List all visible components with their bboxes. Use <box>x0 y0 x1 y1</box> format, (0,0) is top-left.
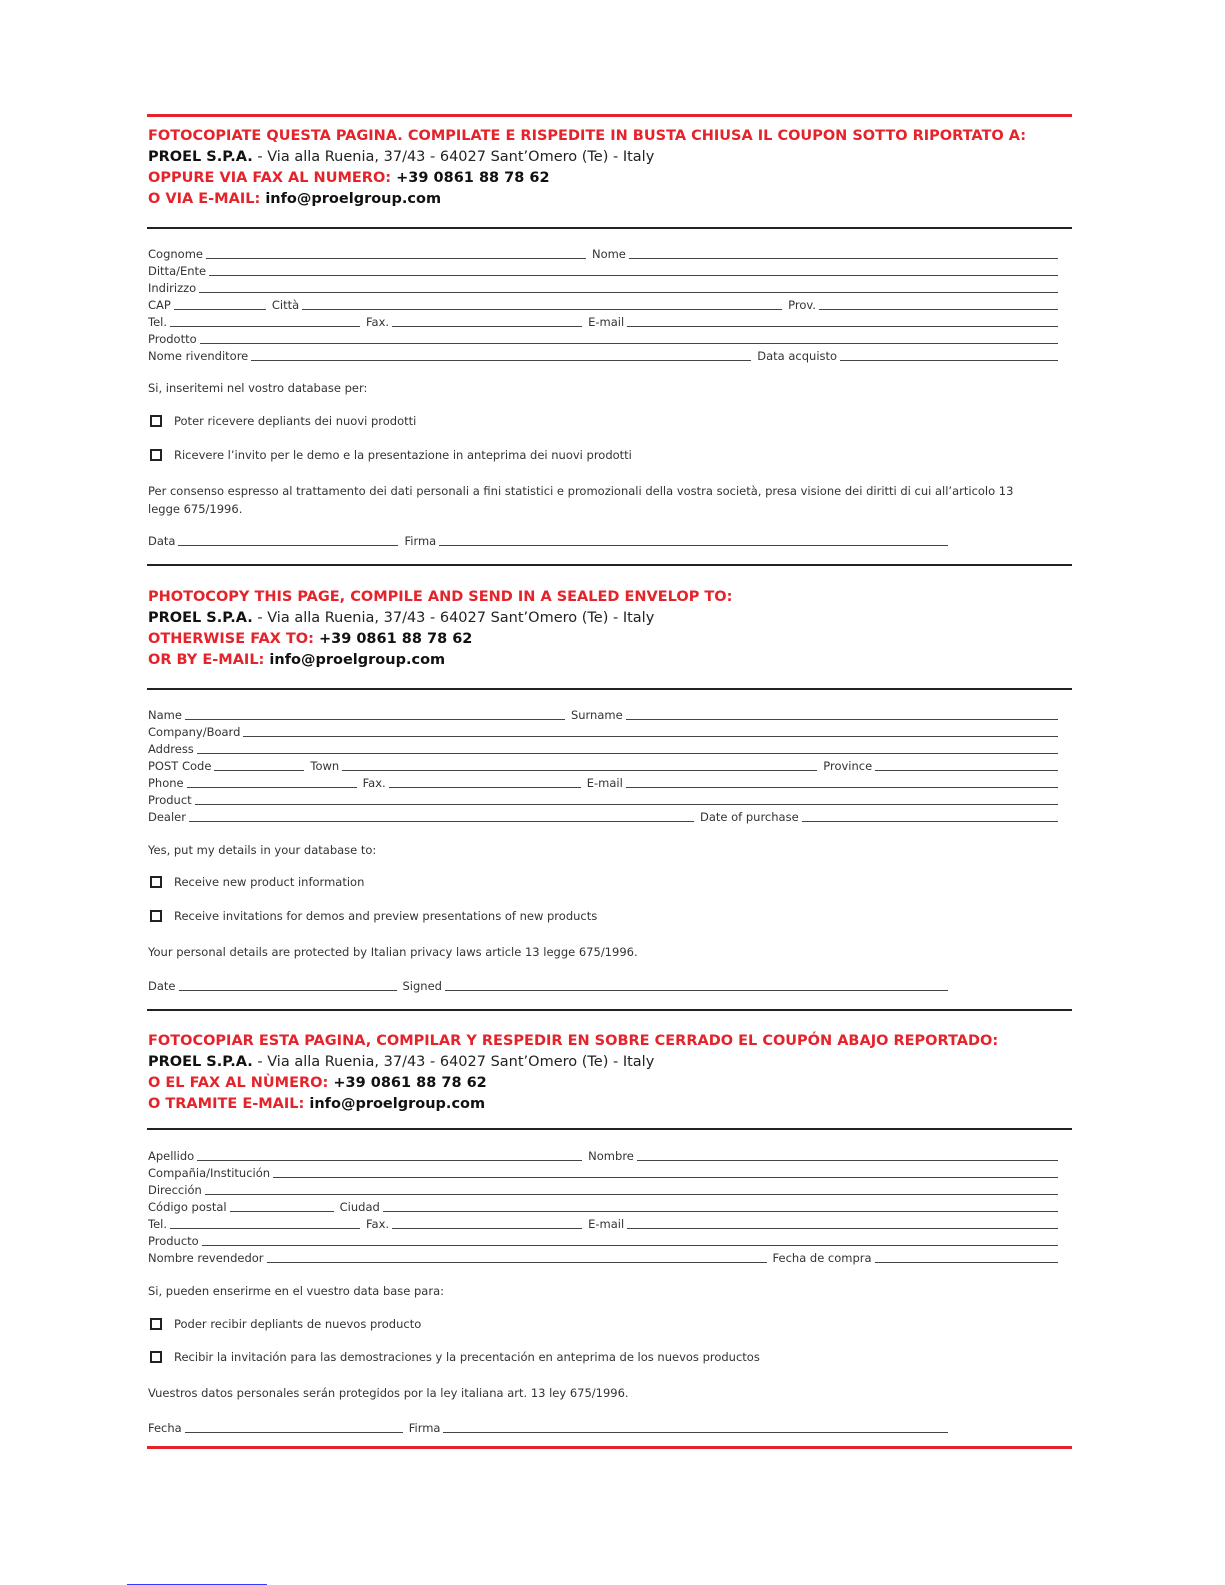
en-post-field[interactable] <box>214 758 304 771</box>
en-fax: +39 0861 88 78 62 <box>313 631 473 647</box>
es-option-2[interactable] <box>150 1350 760 1364</box>
es-divider <box>147 1128 1072 1130</box>
it-option-1[interactable] <box>150 414 416 428</box>
en-province-label: Province <box>823 759 873 773</box>
en-address-field[interactable] <box>197 741 1058 754</box>
en-fax-label-field: Fax. <box>362 776 386 790</box>
it-signature-row <box>148 531 948 548</box>
en-phone-label: Phone <box>148 776 184 790</box>
it-date-label: Data <box>148 534 176 548</box>
en-signed-label: Signed <box>402 979 442 993</box>
es-email-label-field: E-mail <box>588 1217 625 1231</box>
en-name-field[interactable] <box>185 707 565 720</box>
en-address: - Via alla Ruenia, 37/43 - 64027 Sant’Omero (Te) - Italy <box>252 610 655 626</box>
es-address: - Via alla Ruenia, 37/43 - 64027 Sant’Omero (Te) - Italy <box>252 1054 655 1070</box>
es-sign-field[interactable] <box>443 1420 948 1433</box>
es-email-label: O TRAMITE E-MAIL: <box>148 1096 305 1112</box>
en-fax-field[interactable] <box>389 775 581 788</box>
es-form <box>148 1146 1058 1265</box>
es-fax: +39 0861 88 78 62 <box>328 1075 487 1091</box>
en-option-2[interactable] <box>150 909 597 923</box>
es-city-label: Ciudad <box>339 1200 380 1214</box>
checkbox[interactable] <box>150 449 162 461</box>
it-address: - Via alla Ruenia, 37/43 - 64027 Sant’Omero (Te) - Italy <box>252 149 655 165</box>
es-surname-field[interactable] <box>197 1148 582 1161</box>
en-email-label: OR BY E-MAIL: <box>148 652 265 668</box>
en-surname-label: Surname <box>570 708 623 722</box>
es-date-label: Fecha <box>148 1421 182 1435</box>
en-option-2-label: Receive invitations for demos and preview presentations of new products <box>174 909 598 923</box>
es-header <box>148 1031 998 1115</box>
es-address-label: Dirección <box>148 1183 202 1197</box>
es-surname-label: Apellido <box>148 1149 195 1163</box>
it-email-field[interactable] <box>627 314 1058 327</box>
es-tel-label: Tel. <box>148 1217 167 1231</box>
es-company-field[interactable] <box>273 1165 1058 1178</box>
en-town-field[interactable] <box>342 758 817 771</box>
it-prov-label: Prov. <box>788 298 816 312</box>
it-option-2-label: Ricevere l’invito per le demo e la presentazione in anteprima dei nuovi prodotti <box>174 448 632 462</box>
en-option-1-label: Receive new product information <box>174 875 365 889</box>
es-date-purchase-field[interactable] <box>875 1250 1058 1263</box>
es-sign-label: Firma <box>408 1421 441 1435</box>
es-post-field[interactable] <box>230 1199 334 1212</box>
es-email: info@proelgroup.com <box>304 1096 486 1112</box>
it-surname-field[interactable] <box>206 246 586 259</box>
it-address-field[interactable] <box>199 280 1058 293</box>
es-product-field[interactable] <box>202 1233 1058 1246</box>
es-date-field[interactable] <box>185 1420 403 1433</box>
es-instruction: FOTOCOPIAR ESTA PAGINA, COMPILAR Y RESPEDIR EN SOBRE CERRADO EL COUPÓN ABAJO REPORTADO: <box>148 1033 999 1049</box>
es-fax-label-field: Fax. <box>366 1217 390 1231</box>
it-email: info@proelgroup.com <box>260 191 442 207</box>
it-name-label: Nome <box>591 247 626 261</box>
it-instruction: FOTOCOPIATE QUESTA PAGINA. COMPILATE E RISPEDITE IN BUSTA CHIUSA IL COUPON SOTTO RIPORTATO A: <box>148 128 1027 144</box>
en-company-field[interactable] <box>243 724 1058 737</box>
en-date-purchase-field[interactable] <box>802 809 1058 822</box>
en-instruction: PHOTOCOPY THIS PAGE, COMPILE AND SEND IN A SEALED ENVELOP TO: <box>148 589 733 605</box>
es-option-1[interactable] <box>150 1317 421 1331</box>
en-email: info@proelgroup.com <box>264 652 446 668</box>
checkbox[interactable] <box>150 415 162 427</box>
en-address-label: Address <box>148 742 194 756</box>
en-company-label: Company/Board <box>148 725 241 739</box>
es-name-field[interactable] <box>637 1148 1058 1161</box>
it-date-purchase-label: Data acquisto <box>757 349 838 363</box>
checkbox[interactable] <box>150 1318 162 1330</box>
checkbox[interactable] <box>150 876 162 888</box>
it-sign-field[interactable] <box>439 533 948 546</box>
es-fax-label: O EL FAX AL NÙMERO: <box>148 1075 329 1091</box>
es-consent: Vuestros datos personales serán protegidos por la ley italiana art. 13 ley 675/1996. <box>148 1386 629 1400</box>
en-email-field[interactable] <box>626 775 1058 788</box>
es-address-field[interactable] <box>205 1182 1058 1195</box>
es-signature-row <box>148 1418 948 1435</box>
it-fax-label: OPPURE VIA FAX AL NUMERO: <box>148 170 392 186</box>
it-product-label: Prodotto <box>148 332 197 346</box>
en-date-field[interactable] <box>179 978 397 991</box>
it-tel-field[interactable] <box>170 314 360 327</box>
it-fax-label-field: Fax. <box>366 315 390 329</box>
en-company: PROEL S.P.A. <box>148 610 253 626</box>
en-db-intro: Yes, put my details in your database to: <box>148 843 377 857</box>
en-signed-field[interactable] <box>445 978 948 991</box>
es-name-label: Nombre <box>588 1149 634 1163</box>
es-fax-field[interactable] <box>392 1216 582 1229</box>
it-company: PROEL S.P.A. <box>148 149 253 165</box>
es-company-label: Compañia/Institución <box>148 1166 271 1180</box>
en-dealer-field[interactable] <box>189 809 694 822</box>
checkbox[interactable] <box>150 910 162 922</box>
es-post-label: Código postal <box>148 1200 227 1214</box>
en-header <box>148 587 732 671</box>
it-option-2[interactable] <box>150 448 632 462</box>
es-option-1-label: Poder recibir depliants de nuevos producto <box>174 1317 422 1331</box>
es-dealer-field[interactable] <box>267 1250 767 1263</box>
it-company-field[interactable] <box>209 263 1058 276</box>
es-dealer-label: Nombre revendedor <box>148 1251 264 1265</box>
en-es-divider <box>147 1009 1072 1011</box>
it-product-field[interactable] <box>200 331 1058 344</box>
it-sign-label: Firma <box>404 534 437 548</box>
es-tel-field[interactable] <box>170 1216 360 1229</box>
it-surname-label: Cognome <box>148 247 203 261</box>
es-email-field[interactable] <box>627 1216 1058 1229</box>
it-consent: Per consenso espresso al trattamento dei dati personali a fini statistici e promozionali della vostra società, presa visione dei diritti di cui all’articolo 13 legge 675/1996. <box>148 484 1014 516</box>
it-db-intro: Si, inseritemi nel vostro database per: <box>148 381 368 395</box>
it-address-label: Indirizzo <box>148 281 197 295</box>
it-email-label-field: E-mail <box>588 315 625 329</box>
top-red-rule <box>147 114 1072 117</box>
en-form <box>148 705 1058 824</box>
en-divider <box>147 688 1072 690</box>
es-city-field[interactable] <box>383 1199 1058 1212</box>
it-divider <box>147 227 1072 229</box>
it-email-label: O VIA E-MAIL: <box>148 191 261 207</box>
it-prov-field[interactable] <box>819 297 1058 310</box>
en-signature-row <box>148 976 948 993</box>
it-date-field[interactable] <box>178 533 398 546</box>
checkbox[interactable] <box>150 1351 162 1363</box>
en-surname-field[interactable] <box>626 707 1058 720</box>
it-date-purchase-field[interactable] <box>840 348 1058 361</box>
en-consent: Your personal details are protected by Italian privacy laws article 13 legge 675/1996. <box>148 945 638 959</box>
it-name-field[interactable] <box>629 246 1058 259</box>
en-product-label: Product <box>148 793 192 807</box>
es-company: PROEL S.P.A. <box>148 1054 253 1070</box>
it-header <box>148 126 1026 210</box>
it-dealer-field[interactable] <box>251 348 751 361</box>
en-date-purchase-label: Date of purchase <box>699 810 799 824</box>
en-post-label: POST Code <box>148 759 212 773</box>
it-form <box>148 244 1058 363</box>
es-option-2-label: Recibir la invitación para las demostraciones y la precentación en anteprima de los nuevos productos <box>174 1350 760 1364</box>
en-email-label-field: E-mail <box>586 776 623 790</box>
en-date-label: Date <box>148 979 176 993</box>
it-city-field[interactable] <box>302 297 782 310</box>
en-name-label: Name <box>148 708 182 722</box>
it-option-1-label: Poter ricevere depliants dei nuovi prodotti <box>174 414 417 428</box>
it-en-divider <box>147 564 1072 566</box>
it-city-label: Città <box>271 298 300 312</box>
it-cap-label: CAP <box>148 298 171 312</box>
it-fax-field[interactable] <box>392 314 582 327</box>
en-phone-field[interactable] <box>187 775 357 788</box>
en-option-1[interactable] <box>150 875 364 889</box>
it-fax: +39 0861 88 78 62 <box>391 170 550 186</box>
es-date-purchase-label: Fecha de compra <box>772 1251 872 1265</box>
es-db-intro: Si, pueden enserirme en el vuestro data base para: <box>148 1284 445 1298</box>
en-town-label: Town <box>310 759 340 773</box>
es-product-label: Producto <box>148 1234 199 1248</box>
bottom-red-rule <box>147 1446 1072 1449</box>
it-dealer-label: Nome rivenditore <box>148 349 249 363</box>
en-dealer-label: Dealer <box>148 810 186 824</box>
en-product-field[interactable] <box>195 792 1058 805</box>
it-company-label: Ditta/Ente <box>148 264 207 278</box>
it-cap-field[interactable] <box>174 297 266 310</box>
en-fax-label: OTHERWISE FAX TO: <box>148 631 314 647</box>
en-province-field[interactable] <box>875 758 1058 771</box>
it-tel-label: Tel. <box>148 315 167 329</box>
